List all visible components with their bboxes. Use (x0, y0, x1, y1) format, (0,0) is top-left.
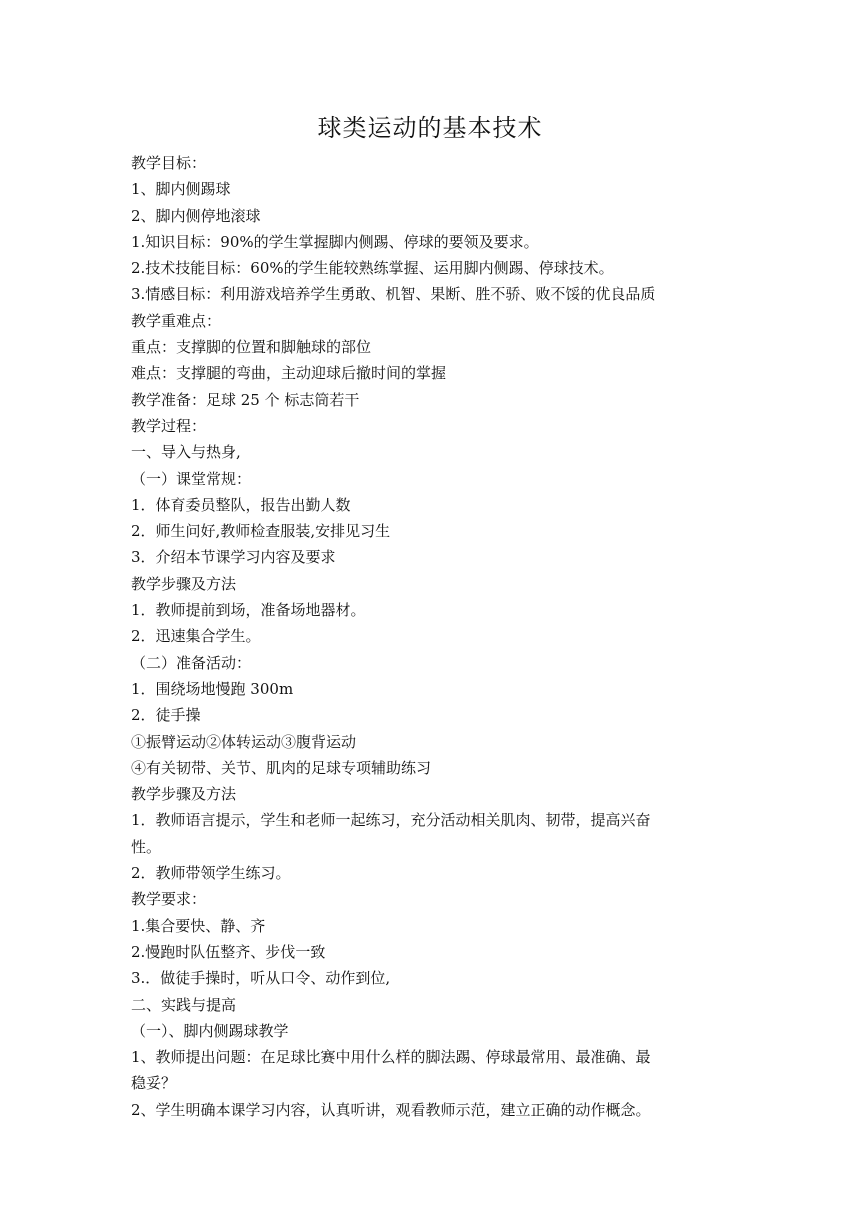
list-item: 3．介绍本节课学习内容及要求 (131, 548, 336, 567)
section-heading-key-points: 教学重难点： (131, 311, 222, 330)
list-item: 1．体育委员整队，报告出勤人数 (131, 495, 351, 514)
list-item: ④有关韧带、关节、肌肉的足球专项辅助练习 (131, 758, 432, 777)
subsection-heading: （二）准备活动： (131, 653, 252, 672)
list-item: 1．教师语言提示，学生和老师一起练习，充分活动相关肌肉、韧带，提高兴奋 (131, 811, 651, 830)
list-item: 2．徒手操 (131, 706, 201, 725)
key-point: 重点：支撑脚的位置和脚触球的部位 (131, 338, 372, 357)
difficulty-point: 难点：支撑腿的弯曲，主动迎球后撤时间的掌握 (131, 364, 447, 383)
goal-item: 2、脚内侧停地滚球 (131, 206, 261, 225)
section-heading-teaching-process: 教学过程： (131, 416, 207, 435)
list-item: 2、学生明确本课学习内容，认真听讲，观看教师示范，建立正确的动作概念。 (131, 1100, 651, 1119)
list-item: 1．教师提前到场，准备场地器材。 (131, 601, 366, 620)
document-body (131, 150, 734, 1123)
list-item-continuation: 性。 (131, 837, 162, 856)
subsection-heading: （一）、脚内侧踢球教学 (131, 1021, 289, 1040)
part-heading: 二、实践与提高 (131, 995, 237, 1014)
list-item: 2．师生问好,教师检查服装,安排见习生 (131, 522, 391, 541)
teaching-preparation: 教学准备：足球 25 个 标志筒若干 (131, 390, 360, 409)
goal-item: 1.知识目标：90%的学生掌握脚内侧踢、停球的要领及要求。 (131, 232, 539, 251)
document-title: 球类运动的基本技术 (317, 114, 543, 142)
list-item: 1.集合要快、静、齐 (131, 916, 266, 935)
list-item-continuation: 稳妥？ (131, 1074, 177, 1093)
list-item: 2．迅速集合学生。 (131, 627, 261, 646)
list-item: ①振臂运动②体转运动③腹背运动 (131, 732, 357, 751)
part-heading: 一、导入与热身, (131, 443, 241, 462)
section-heading-teaching-goals: 教学目标： (131, 154, 207, 172)
subsection-heading: 教学步骤及方法 (131, 785, 237, 804)
list-item: 1．围绕场地慢跑 300m (131, 679, 294, 698)
goal-item: 2.技术技能目标：60%的学生能较熟练掌握、运用脚内侧踢、停球技术。 (131, 259, 614, 278)
subsection-heading: （一）课堂常规： (131, 469, 252, 488)
subsection-heading: 教学要求： (131, 890, 207, 909)
subsection-heading: 教学步骤及方法 (131, 574, 237, 593)
list-item: 1、教师提出问题：在足球比赛中用什么样的脚法踢、停球最常用、最准确、最 (131, 1048, 651, 1067)
goal-item: 3.情感目标：利用游戏培养学生勇敢、机智、果断、胜不骄、败不馁的优良品质 (131, 285, 656, 304)
list-item: 2．教师带领学生练习。 (131, 864, 291, 883)
goal-item: 1、脚内侧踢球 (131, 180, 231, 199)
list-item: 3.．做徒手操时，听从口令、动作到位, (131, 969, 391, 988)
list-item: 2.慢跑时队伍整齐、步伐一致 (131, 942, 326, 961)
